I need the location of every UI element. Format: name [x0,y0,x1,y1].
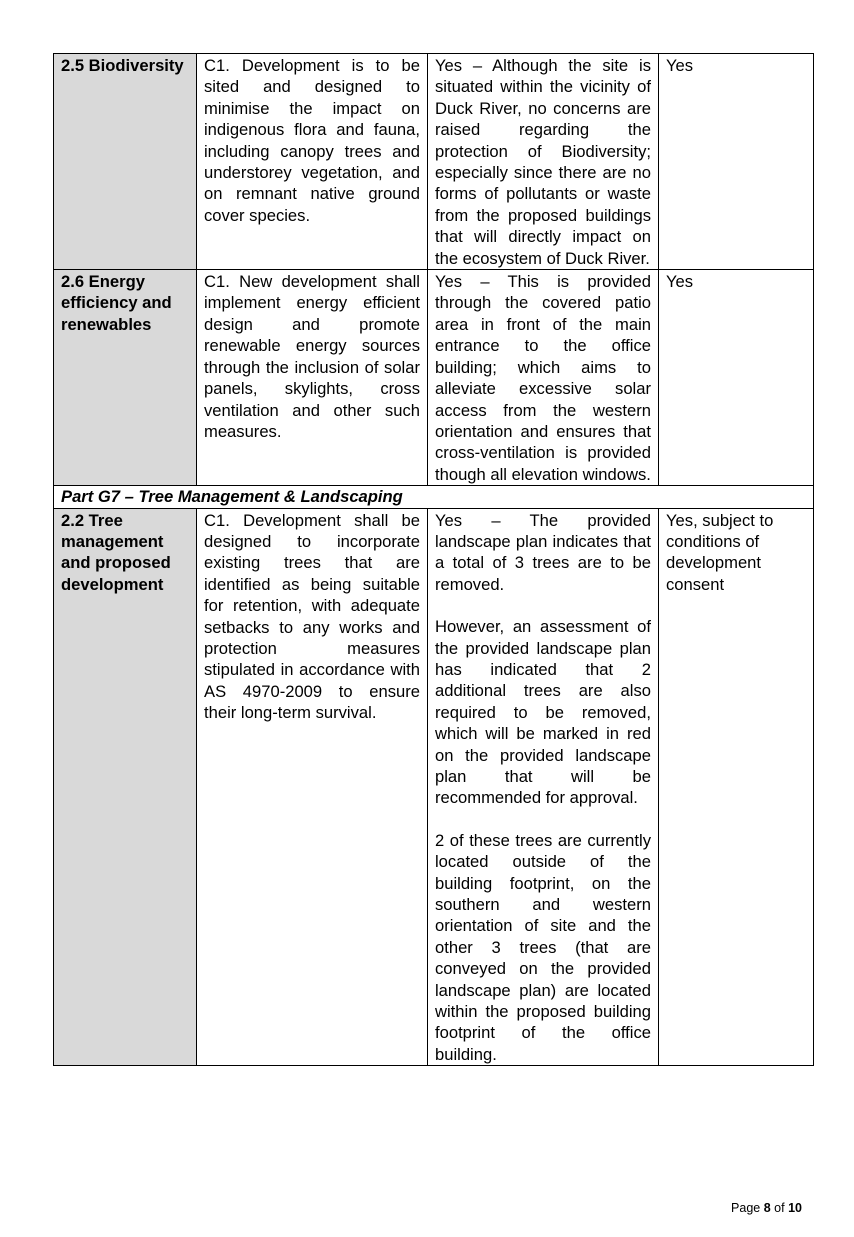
compliance-table [53,53,814,1066]
control-requirement: C1. New development shall implement energy efficient design and promote renewable energy sources through the inclusion of solar panels, skylights, cross ventilation and other such measures. [197,270,428,486]
control-requirement: C1. Development is to be sited and designed to minimise the impact on indigenous flora and fauna, including canopy trees and understorey vegetation, and on remnant native ground cover species. [197,54,428,270]
section-title: Part G7 – Tree Management & Landscaping [54,486,814,508]
control-heading: 2.5 Biodiversity [54,54,197,270]
table-row [54,508,814,1066]
page-footer [731,1200,802,1216]
page-total: 10 [788,1201,802,1215]
table-row [54,54,814,270]
control-heading: 2.2 Tree management and proposed development [54,508,197,1066]
page-label: Page [731,1201,761,1215]
control-compliance: Yes [659,270,814,486]
table-row [54,270,814,486]
section-header-row [54,486,814,508]
assessment-paragraph: Yes – This is provided through the covered patio area in front of the main entrance to the office building; which aims to alleviate excessive solar access from the western orientation and ensures that cross-ventilation is provided though all elevation windows. [435,272,651,484]
assessment-paragraph: 2 of these trees are currently located outside of the building footprint, on the southern and western orientation of site and the other 3 trees (that are conveyed on the provided landscape plan) are located within the proposed building footprint of the office building. [435,830,651,1064]
page-number: 8 [763,1201,771,1215]
assessment-paragraph: Yes – The provided landscape plan indicates that a total of 3 trees are to be removed. [435,510,651,594]
assessment-paragraph: However, an assessment of the provided landscape plan has indicated that 2 additional trees are also required to be removed, which will be marked in red on the provided landscape plan that will be recommended for approval. [435,617,651,808]
control-assessment [428,54,659,270]
control-requirement: C1. Development shall be designed to incorporate existing trees that are identified as being suitable for retention, with adequate setbacks to any works and protection measures stipulated in accordance with AS 4970-2009 to ensure their long-term survival. [197,508,428,1066]
control-assessment [428,270,659,486]
control-compliance: Yes [659,54,814,270]
control-heading: 2.6 Energy efficiency and renewables [54,270,197,486]
of-label: of [774,1201,785,1215]
control-compliance: Yes, subject to conditions of development consent [659,508,814,1066]
assessment-paragraph: Yes – Although the site is situated within the vicinity of Duck River, no concerns are raised regarding the protection of Biodiversity; especially since there are no forms of pollutants or waste from the proposed buildings that will directly impact on the ecosystem of Duck River. [435,56,651,268]
control-assessment [428,508,659,1066]
